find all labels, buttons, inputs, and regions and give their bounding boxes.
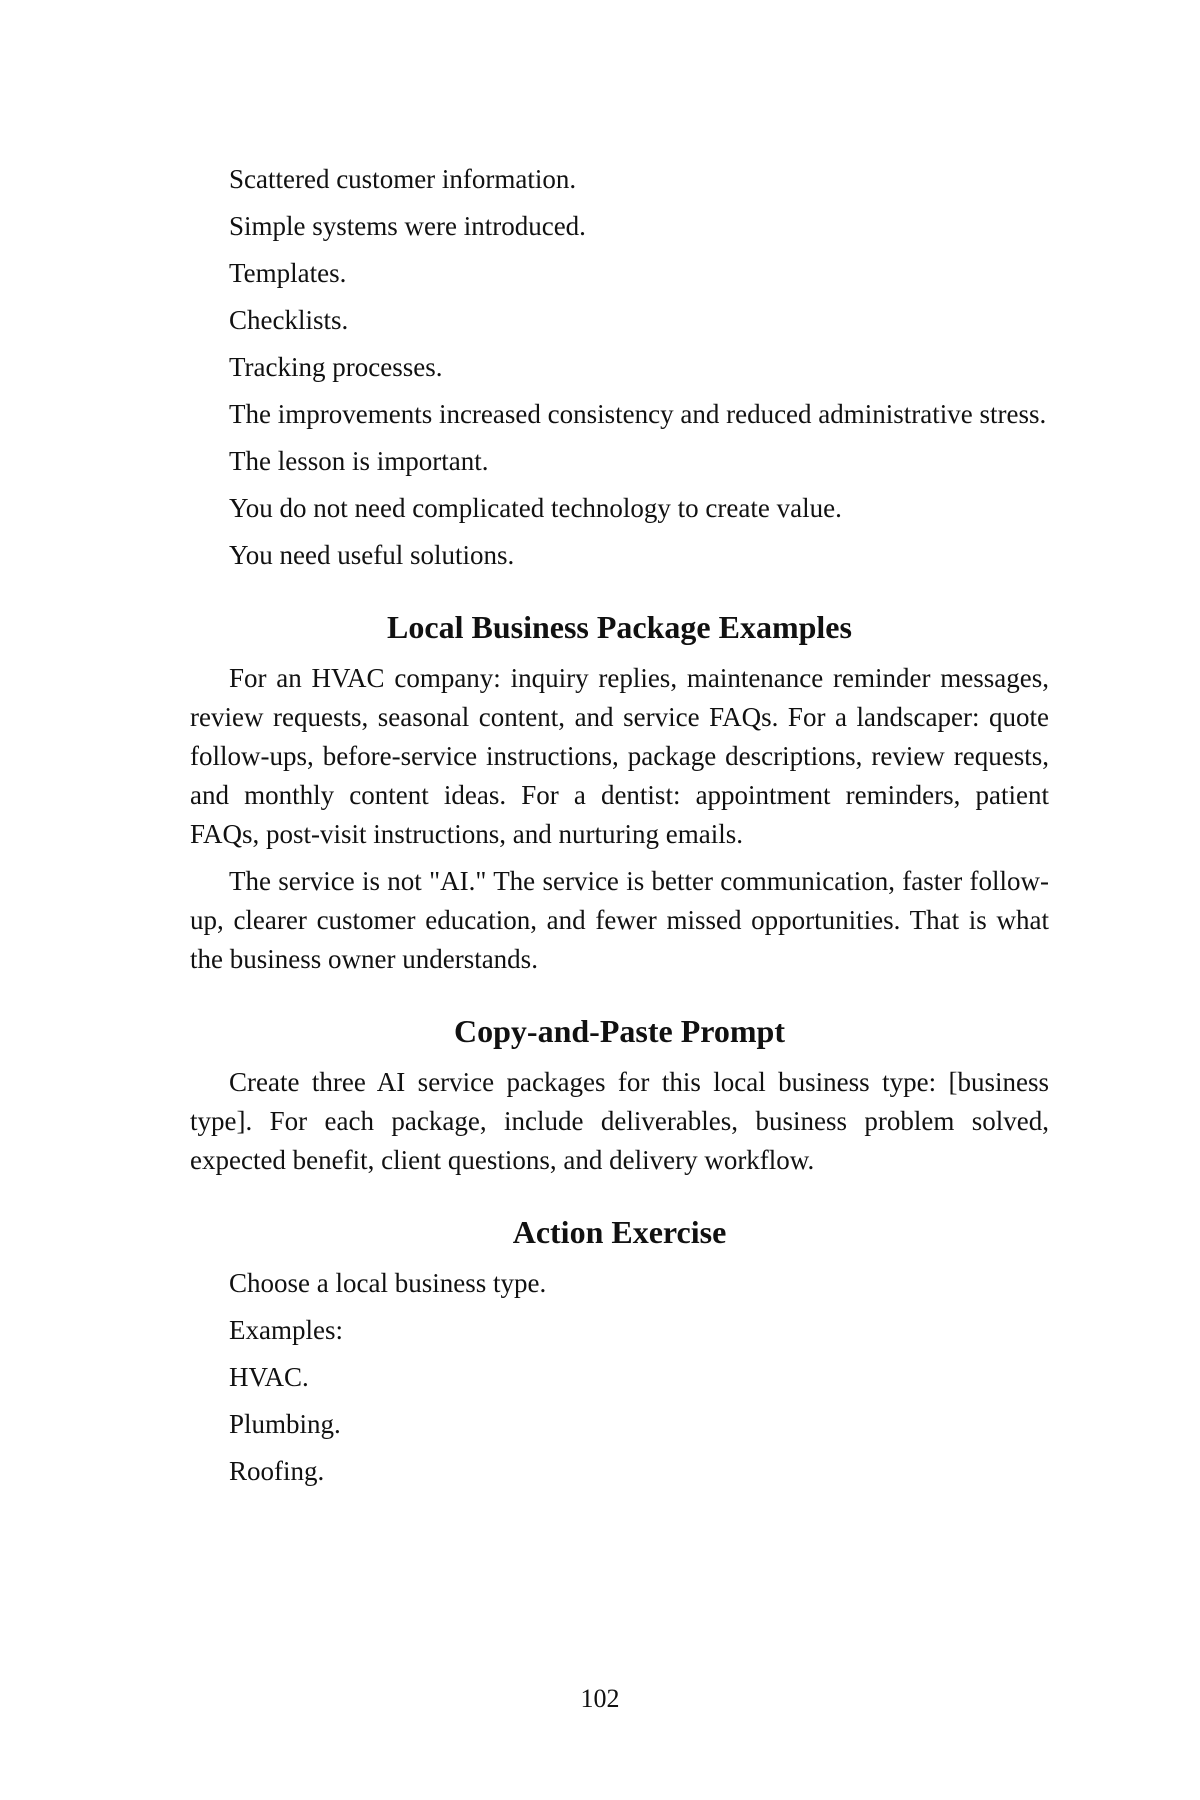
- prompt-paragraph: Create three AI service packages for this local business type: [business type]. For each package, include deliverables, business problem solved, expected benefit, client questions, and delivery workflow.: [190, 1067, 1049, 1175]
- paragraph: For an HVAC company: inquiry replies, maintenance reminder messages, review requests, seasonal content, and service FAQs. For a landscaper: quote follow-ups, before-service instructions, package descriptions, review requests, and monthly content ideas. For a dentist: appointment reminders, patient FAQs, post-visit instructions, and nurturing emails.: [190, 663, 1049, 849]
- list-item: Roofing.: [229, 1456, 325, 1486]
- list-item: HVAC.: [229, 1362, 309, 1392]
- paragraph: Examples:: [229, 1315, 343, 1345]
- paragraph: Simple systems were introduced.: [229, 211, 586, 241]
- section-heading-action-exercise: Action Exercise: [512, 1214, 727, 1250]
- paragraph: Tracking processes.: [229, 352, 443, 382]
- paragraph: You need useful solutions.: [229, 540, 515, 570]
- paragraph: Scattered customer information.: [229, 164, 577, 194]
- page-number: 102: [580, 1684, 620, 1713]
- paragraph: You do not need complicated technology to create value.: [229, 493, 842, 523]
- paragraph: The lesson is important.: [229, 446, 489, 476]
- section-heading-local-business-package-examples: Local Business Package Examples: [387, 609, 852, 645]
- paragraph: Choose a local business type.: [229, 1268, 547, 1298]
- section-heading-copy-and-paste-prompt: Copy-and-Paste Prompt: [454, 1013, 785, 1049]
- paragraph: Checklists.: [229, 305, 349, 335]
- paragraph: Templates.: [229, 258, 347, 288]
- page-body: [190, 160, 1049, 1491]
- paragraph: The improvements increased consistency and reduced administrative stress.: [229, 399, 1047, 429]
- list-item: Plumbing.: [229, 1409, 341, 1439]
- paragraph: The service is not "AI." The service is better communication, faster follow-up, clearer customer education, and fewer missed opportunities. That is what the business owner understands.: [190, 866, 1049, 974]
